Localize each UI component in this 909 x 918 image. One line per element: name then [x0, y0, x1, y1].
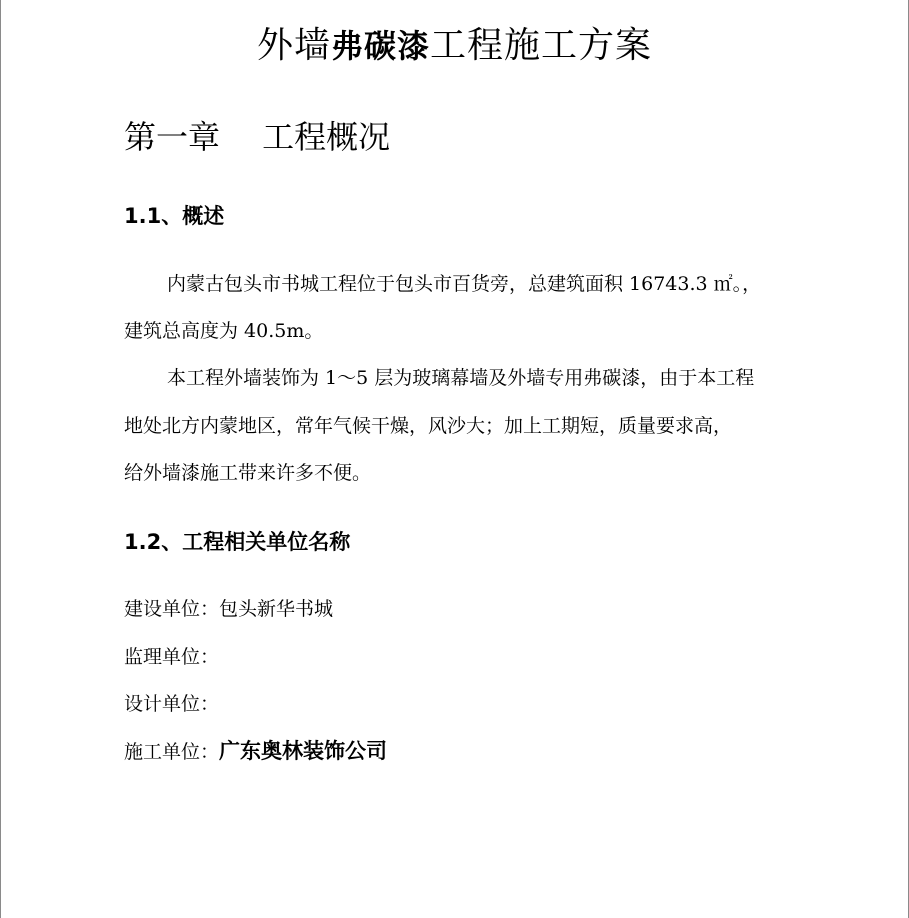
paragraph-line: 本工程外墙装饰为 1～5 层为玻璃幕墙及外墙专用弗碳漆，由于本工程	[167, 367, 755, 389]
section-heading-related-units: 1.2、工程相关单位名称	[124, 530, 351, 554]
chapter-heading: 第一章 工程概况	[124, 118, 391, 156]
paragraph-line: 给外墙漆施工带来许多不便。	[124, 462, 372, 484]
section-heading-overview: 1.1、概述	[124, 204, 225, 228]
paragraph-line: 内蒙古包头市书城工程位于包头市百货旁，总建筑面积 16743.3 ㎡。，	[167, 273, 762, 295]
unit-line-design	[124, 690, 219, 718]
unit-line-construction	[124, 595, 333, 623]
unit-value: 广东奥林装饰公司	[219, 739, 388, 763]
unit-label: 建设单位：	[124, 598, 220, 620]
title-prefix: 外墙	[256, 25, 331, 66]
unit-line-supervision	[124, 643, 219, 671]
unit-label: 设计单位：	[124, 693, 220, 715]
page-left-border	[0, 0, 1, 918]
title-suffix: 工程施工方案	[430, 25, 653, 66]
unit-label: 施工单位：	[124, 741, 220, 763]
unit-line-contractor	[124, 737, 387, 766]
document-title	[0, 22, 909, 70]
unit-label: 监理单位：	[124, 646, 220, 668]
paragraph-line: 建筑总高度为 40.5m。	[124, 320, 324, 342]
paragraph-line: 地处北方内蒙地区，常年气候干燥，风沙大；加上工期短，质量要求高，	[124, 415, 733, 437]
title-emphasis: 弗碳漆	[330, 27, 430, 65]
unit-value: 包头新华书城	[219, 598, 334, 620]
